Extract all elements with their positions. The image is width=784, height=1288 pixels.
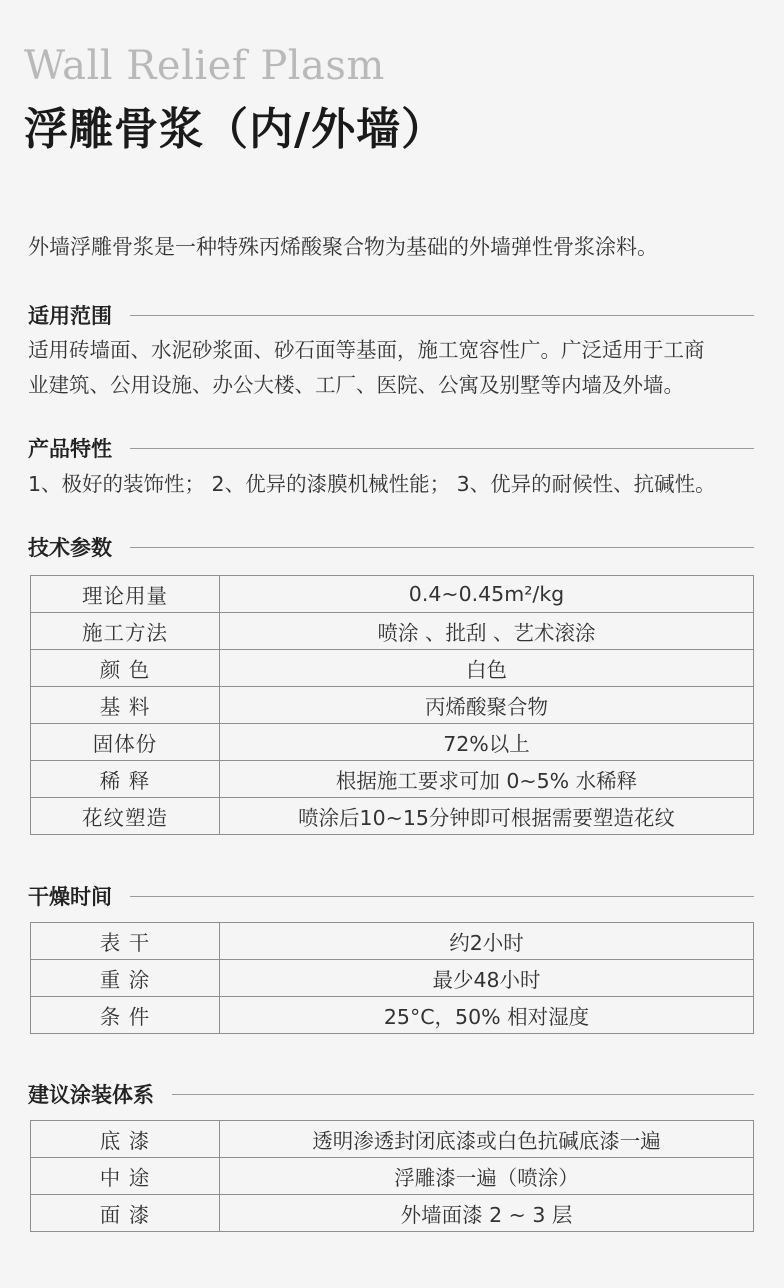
table-row: [31, 997, 754, 1034]
param-name: 稀 释: [31, 761, 220, 798]
section-drying: [28, 881, 754, 911]
divider: [130, 448, 754, 449]
param-value: 最少48小时: [220, 960, 754, 997]
title-english: Wall Relief Plasm: [24, 43, 385, 89]
param-value: 白色: [220, 650, 754, 687]
param-name: 理论用量: [31, 576, 220, 613]
divider: [130, 315, 754, 316]
section-heading: 技术参数: [28, 536, 112, 560]
table-row: [31, 650, 754, 687]
text-line: 业建筑、公用设施、办公大楼、工厂、医院、公寓及别墅等内墙及外墙。: [28, 373, 684, 397]
section-heading: 适用范围: [28, 304, 112, 328]
param-value: 透明渗透封闭底漆或白色抗碱底漆一遍: [220, 1121, 754, 1158]
table-row: [31, 923, 754, 960]
text-line: 适用砖墙面、水泥砂浆面、砂石面等基面，施工宽容性广。广泛适用于工商: [28, 338, 705, 362]
table-row: [31, 798, 754, 835]
param-name: 面 漆: [31, 1195, 220, 1232]
section-application: [28, 300, 754, 330]
param-value: 喷涂 、批刮 、艺术滚涂: [220, 613, 754, 650]
table-row: [31, 576, 754, 613]
table-row: [31, 687, 754, 724]
param-name: 固体份: [31, 724, 220, 761]
param-name: 条 件: [31, 997, 220, 1034]
param-value: 25°C，50% 相对湿度: [220, 997, 754, 1034]
table-row: [31, 1121, 754, 1158]
table-row: [31, 613, 754, 650]
title-chinese: 浮雕骨浆（内/外墙）: [24, 104, 447, 155]
param-value: 0.4~0.45m²/kg: [220, 576, 754, 613]
param-name: 基 料: [31, 687, 220, 724]
divider: [130, 547, 754, 548]
section-heading: 建议涂装体系: [28, 1083, 154, 1107]
param-value: 丙烯酸聚合物: [220, 687, 754, 724]
table-row: [31, 960, 754, 997]
section-heading: 干燥时间: [28, 885, 112, 909]
param-name: 颜 色: [31, 650, 220, 687]
system-table: [30, 1120, 754, 1232]
param-name: 表 干: [31, 923, 220, 960]
application-text: [28, 333, 768, 403]
param-value: 约2小时: [220, 923, 754, 960]
param-name: 施工方法: [31, 613, 220, 650]
table-row: [31, 724, 754, 761]
param-value: 外墙面漆 2 ~ 3 层: [220, 1195, 754, 1232]
drying-table: [30, 922, 754, 1034]
param-name: 重 涂: [31, 960, 220, 997]
table-row: [31, 761, 754, 798]
table-row: [31, 1158, 754, 1195]
param-name: 中 途: [31, 1158, 220, 1195]
section-heading: 产品特性: [28, 437, 112, 461]
text-line: 1、极好的装饰性； 2、优异的漆膜机械性能； 3、优异的耐候性、抗碱性。: [28, 472, 716, 496]
param-value: 根据施工要求可加 0~5% 水稀释: [220, 761, 754, 798]
features-text: [28, 467, 768, 502]
param-value: 喷涂后10~15分钟即可根据需要塑造花纹: [220, 798, 754, 835]
param-value: 72%以上: [220, 724, 754, 761]
section-features: [28, 433, 754, 463]
table-row: [31, 1195, 754, 1232]
section-system: [28, 1079, 754, 1109]
param-value: 浮雕漆一遍（喷涂）: [220, 1158, 754, 1195]
param-name: 底 漆: [31, 1121, 220, 1158]
divider: [172, 1094, 754, 1095]
divider: [130, 896, 754, 897]
param-name: 花纹塑造: [31, 798, 220, 835]
intro-text: 外墙浮雕骨浆是一种特殊丙烯酸聚合物为基础的外墙弹性骨浆涂料。: [28, 235, 658, 259]
tech-table: [30, 575, 754, 835]
section-tech: [28, 532, 754, 562]
